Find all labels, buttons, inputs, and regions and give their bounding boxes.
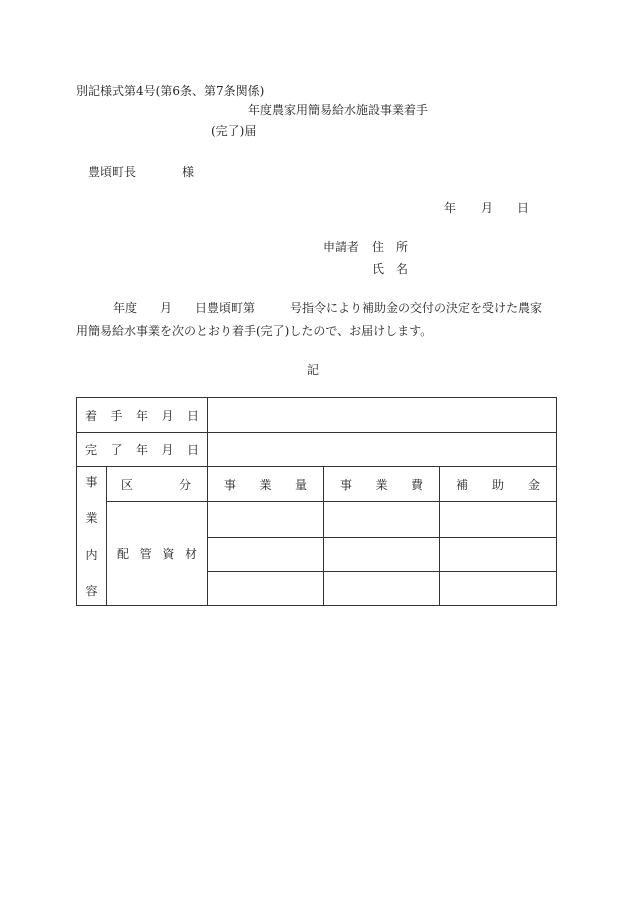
date-month: 月 (481, 201, 494, 215)
volume-header: 事 業 量 (208, 467, 324, 502)
start-date-value-cell[interactable] (208, 398, 557, 433)
title-line-1: 年度農家用簡易給水施設事業着手 (248, 103, 429, 117)
kubun-header: 区 分 (107, 467, 208, 502)
subsidy-cell-row-2[interactable] (440, 538, 557, 572)
addressee-honorific: 様 (182, 165, 195, 179)
cost-header: 事 業 費 (324, 467, 440, 502)
cost-cell-row-1[interactable] (324, 502, 440, 538)
applicant-label: 申請者 (323, 240, 360, 254)
volume-cell-row-2[interactable] (208, 538, 324, 572)
body-month: 月 (160, 301, 173, 315)
volume-cell-row-1[interactable] (208, 502, 324, 538)
body-line-2: 用簡易給水事業を次のとおり着手(完了)したので、お届けします。 (76, 324, 433, 338)
ki-heading: 記 (307, 363, 320, 377)
body-year: 年度 (113, 301, 138, 315)
date-year: 年 (444, 201, 457, 215)
project-content-label: 事 業 内 容 (77, 467, 107, 606)
body-day-number: 日豊頃町第 (195, 301, 256, 315)
material-label: 配 管 資 材 (107, 502, 208, 606)
subsidy-cell-row-1[interactable] (440, 502, 557, 538)
volume-cell-row-3[interactable] (208, 572, 324, 606)
body-line-1-rest: 号指令により補助金の交付の決定を受けた農家 (290, 301, 543, 315)
cost-cell-row-2[interactable] (324, 538, 440, 572)
addressee-name: 豊頃町長 (88, 165, 137, 179)
subsidy-cell-row-3[interactable] (440, 572, 557, 606)
start-date-label: 着 手 年 月 日 (77, 398, 208, 433)
applicant-name-char-2: 名 (396, 262, 409, 276)
end-date-value-cell[interactable] (208, 433, 557, 467)
date-day: 日 (517, 201, 530, 215)
subsidy-header: 補 助 金 (440, 467, 557, 502)
applicant-address-char-1: 住 (372, 240, 385, 254)
project-table (76, 397, 557, 606)
end-date-label: 完 了 年 月 日 (77, 433, 208, 467)
cost-cell-row-3[interactable] (324, 572, 440, 606)
applicant-name-char-1: 氏 (372, 262, 385, 276)
applicant-address-char-2: 所 (396, 240, 409, 254)
title-line-2: (完了)届 (211, 124, 257, 138)
form-reference: 別記様式第4号(第6条、第7条関係) (76, 84, 265, 98)
